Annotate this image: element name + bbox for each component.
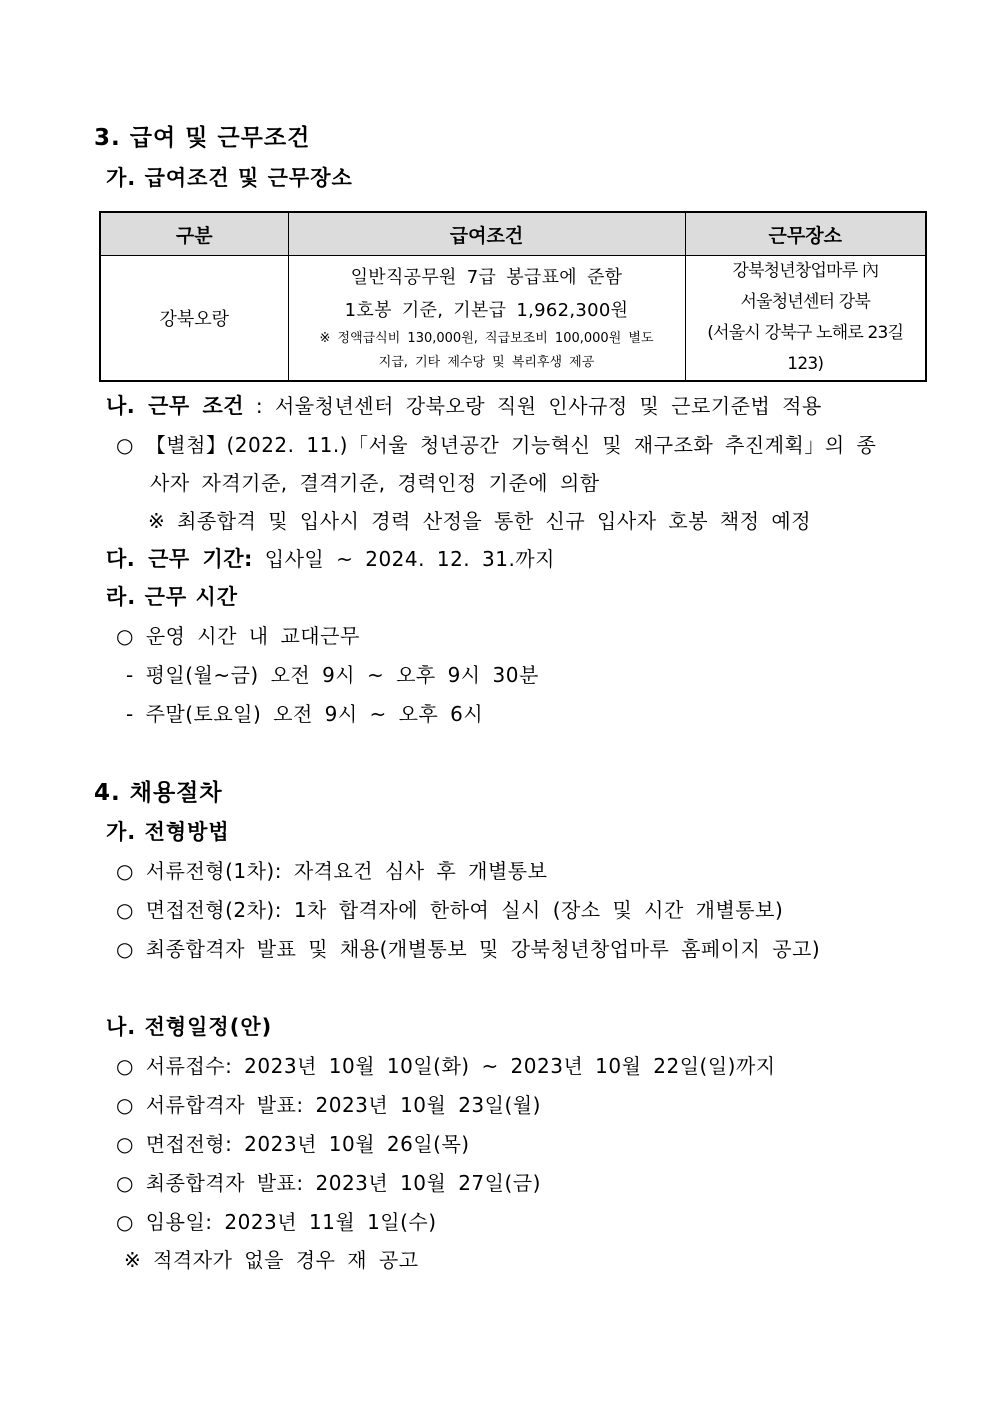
- section-3-ga-title: 가. 급여조건 및 근무장소: [106, 166, 353, 190]
- table-row: [100, 256, 926, 382]
- work-hours-title: 라. 근무 시간: [106, 585, 239, 609]
- weekday-hours: - 평일(월~금) 오전 9시 ~ 오후 9시 30분: [126, 663, 539, 687]
- cell-category: 강북오랑: [100, 256, 288, 382]
- work-period-text: 입사일 ~ 2024. 12. 31.까지: [252, 547, 555, 571]
- salary-step-note: ※ 최종합격 및 입사시 경력 산정을 통한 신규 입사자 호봉 책정 예정: [148, 509, 812, 533]
- schedule-item-1: ○ 서류접수: 2023년 10월 10일(화) ~ 2023년 10월 22일(일)까지: [116, 1054, 776, 1078]
- location-line-2: 서울청년센터 강북: [740, 292, 871, 312]
- work-period-label: 다. 근무 기간:: [106, 547, 253, 571]
- location-line-4: 123): [787, 354, 824, 374]
- re-announcement-note: ※ 적격자가 없을 경우 재 공고: [124, 1248, 419, 1272]
- salary-line-2: 1호봉 기준, 기본급 1,962,300원: [344, 300, 629, 321]
- appendix-bullet-line-1: ○ 【별첨】(2022. 11.)「서울 청년공간 기능혁신 및 재구조화 추진계획」의 종: [116, 433, 877, 457]
- schedule-item-2: ○ 서류합격자 발표: 2023년 10월 23일(월): [116, 1093, 541, 1117]
- appendix-bullet-line-2: 사자 자격기준, 결격기준, 경력인정 기준에 의함: [150, 471, 600, 495]
- work-period-line: [106, 549, 555, 570]
- section-3-title: 3. 급여 및 근무조건: [94, 125, 311, 151]
- work-conditions-line: [106, 396, 822, 417]
- work-conditions-text: : 서울청년센터 강북오랑 직원 인사규정 및 근로기준법 적용: [244, 394, 822, 418]
- schedule-title: 나. 전형일정(안): [106, 1015, 273, 1039]
- location-line-1: 강북청년창업마루 內: [732, 261, 879, 281]
- location-line-3: (서울시 강북구 노해로 23길: [707, 323, 904, 343]
- selection-method-item-2: ○ 면접전형(2차): 1차 합격자에 한하여 실시 (장소 및 시간 개별통보): [116, 898, 784, 922]
- schedule-item-4: ○ 최종합격자 발표: 2023년 10월 27일(금): [116, 1171, 541, 1195]
- salary-note-line-2: 지급, 기타 제수당 및 복리후생 제공: [378, 355, 595, 370]
- selection-method-item-3: ○ 최종합격자 발표 및 채용(개별통보 및 강북청년창업마루 홈페이지 공고): [116, 937, 821, 961]
- cell-salary: [288, 256, 685, 382]
- schedule-item-3: ○ 면접전형: 2023년 10월 26일(목): [116, 1132, 470, 1156]
- table-header-row: [100, 212, 926, 256]
- salary-line-1: 일반직공무원 7급 봉급표에 준함: [350, 267, 623, 288]
- selection-method-title: 가. 전형방법: [106, 820, 230, 844]
- header-salary: 급여조건: [288, 212, 685, 256]
- header-location: 근무장소: [685, 212, 926, 256]
- selection-method-item-1: ○ 서류전형(1차): 자격요건 심사 후 개별통보: [116, 859, 548, 883]
- work-hours-bullet: ○ 운영 시간 내 교대근무: [116, 624, 360, 648]
- header-category: 구분: [100, 212, 288, 256]
- salary-table: [99, 211, 927, 382]
- salary-note-line-1: ※ 정액급식비 130,000원, 직급보조비 100,000원 별도: [319, 331, 654, 346]
- weekend-hours: - 주말(토요일) 오전 9시 ~ 오후 6시: [126, 702, 484, 726]
- section-4-title: 4. 채용절차: [94, 780, 223, 806]
- schedule-item-5: ○ 임용일: 2023년 11월 1일(수): [116, 1210, 437, 1234]
- work-conditions-label: 나. 근무 조건: [106, 394, 245, 418]
- cell-location: [685, 256, 926, 382]
